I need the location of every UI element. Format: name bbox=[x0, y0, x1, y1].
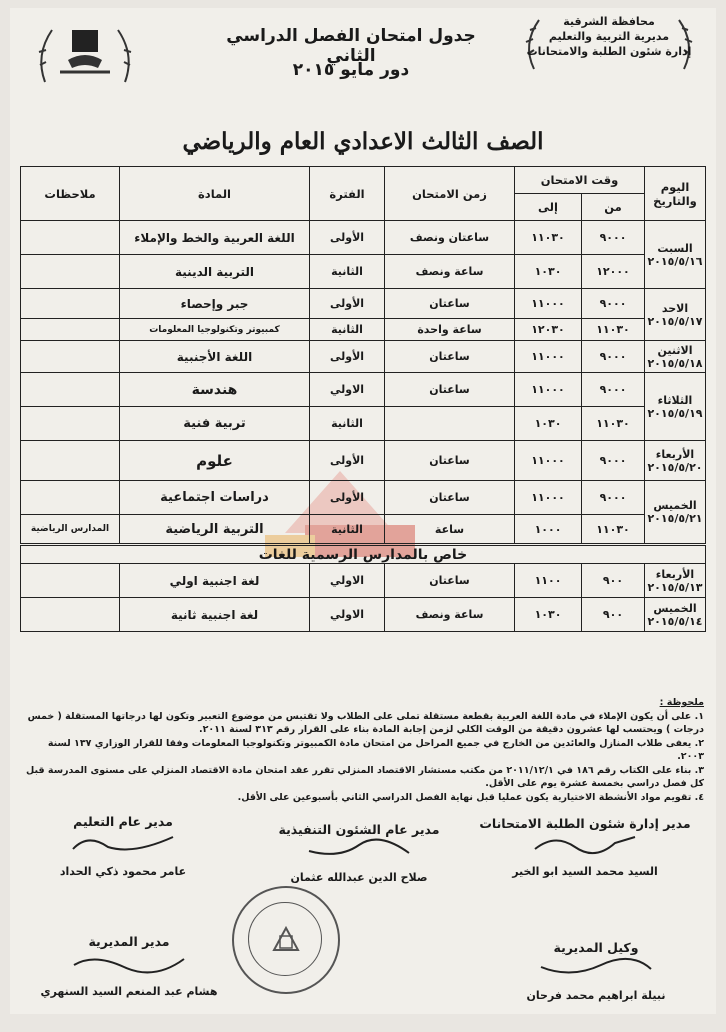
exam-period: الأولى bbox=[310, 341, 385, 373]
exam-subject: اللغة الأجنبية bbox=[120, 341, 310, 373]
signature-name: صلاح الدين عبدالله عثمان bbox=[290, 871, 428, 884]
header-day-date: اليوم والتاريخ bbox=[645, 167, 706, 221]
time-to: ١١٠٠٠ bbox=[515, 481, 582, 515]
day-date: ٢٠١٥/٥/١٧ bbox=[647, 314, 703, 328]
day-cell bbox=[645, 441, 706, 481]
exam-duration: ساعتان bbox=[385, 289, 515, 319]
day-date: ٢٠١٥/٥/٢١ bbox=[647, 512, 703, 525]
day-date: ٢٠١٥/٥/١٩ bbox=[647, 406, 703, 420]
signature-directorate-director bbox=[24, 934, 234, 998]
header-from: من bbox=[582, 194, 645, 221]
exam-note bbox=[21, 481, 120, 515]
time-from: ٩٠٠ bbox=[582, 598, 645, 632]
day-name: الاحد bbox=[661, 301, 689, 315]
table-row bbox=[21, 441, 706, 481]
table-row bbox=[21, 319, 706, 341]
grade-title: الصف الثالث الاعدادي العام والرياضي bbox=[182, 128, 544, 155]
exam-period: الثانية bbox=[310, 255, 385, 289]
time-from: ١٢٠٠٠ bbox=[582, 255, 645, 289]
time-from: ٩٠٠٠ bbox=[582, 481, 645, 515]
time-to: ١٠٣٠ bbox=[515, 598, 582, 632]
signature-role: مدير المديرية bbox=[88, 934, 170, 949]
exam-subject: كمبيوتر وتكنولوجيا المعلومات bbox=[120, 319, 310, 341]
time-to: ١٠٠٠ bbox=[515, 515, 582, 545]
ministry-emblem bbox=[30, 20, 140, 90]
time-from: ٩٠٠ bbox=[582, 564, 645, 598]
exam-duration: ساعة واحدة bbox=[385, 319, 515, 341]
exam-note bbox=[21, 221, 120, 255]
exam-note bbox=[21, 319, 120, 341]
note-item: ١. على أن يكون الإملاء في مادة اللغة العربية بقطعة مستقلة تملى على الطلاب ولا تقتبس من موضوع التعبير وتكون لها درجاتها المستقلة ( خمس درجات ) ويحتسب لها عشرون دقيقة من الوقت الكلي لزمن إجابة المادة بناء على القرار رقم ٣١٣ لسنة ٢٠١١. bbox=[27, 711, 704, 735]
exam-duration: ساعتان bbox=[385, 441, 515, 481]
header-subject: المادة bbox=[120, 167, 310, 221]
time-from: ٩٠٠٠ bbox=[582, 373, 645, 407]
note-item: ٢. يعفى طلاب المنازل والعائدين من الخارج في جميع المراحل من امتحان مادة الكمبيوتر وتكنولوجيا المعلومات وفقا للقرار الوزاري ١٣٧ لسنة ٢٠٠٣. bbox=[47, 738, 704, 762]
authority-line-3: إدارة شئون الطلبة والامتحانات bbox=[526, 45, 692, 58]
exam-note bbox=[21, 341, 120, 373]
table-row bbox=[21, 289, 706, 319]
exam-period: الأولى bbox=[310, 481, 385, 515]
exam-note bbox=[21, 255, 120, 289]
signature-role: مدير إدارة شئون الطلبة الامتحانات bbox=[479, 816, 691, 831]
exam-schedule-document bbox=[10, 8, 716, 1014]
day-cell bbox=[645, 221, 706, 289]
time-from: ٩٠٠٠ bbox=[582, 441, 645, 481]
signature-role: مدير عام الشئون التنفيذية bbox=[278, 822, 440, 837]
authority-line-1: محافظة الشرقية bbox=[563, 15, 655, 28]
exam-duration bbox=[385, 407, 515, 441]
handwritten-signature-icon bbox=[299, 837, 419, 861]
table-row bbox=[21, 564, 706, 598]
time-to: ١٠٣٠ bbox=[515, 407, 582, 441]
official-stamp bbox=[232, 886, 340, 994]
handwritten-signature-icon bbox=[63, 829, 183, 855]
day-date: ٢٠١٥/٥/١٣ bbox=[647, 580, 703, 594]
table-row bbox=[21, 545, 706, 564]
exam-duration: ساعة ونصف bbox=[385, 598, 515, 632]
exam-subject: لغة اجنبية ثانية bbox=[120, 598, 310, 632]
exam-period: الثانية bbox=[310, 515, 385, 545]
table-row bbox=[21, 373, 706, 407]
exam-note bbox=[21, 441, 120, 481]
signature-deputy-directorate bbox=[496, 940, 696, 1002]
exam-note bbox=[21, 598, 120, 632]
note-item: ٣. بناء على الكتاب رقم ١٨٦ في ٢٠١١/١٢/١ من مكتب مستشار الاقتصاد المنزلي تقرر عقد امتحان مادة الاقتصاد المنزلي على مستوى المدرسة قبل كل فصل دراسي بخمسة عشرة يوم على الأقل. bbox=[26, 765, 704, 789]
authority-header bbox=[514, 14, 704, 59]
section-title: خاص بالمدارس الرسمية للغات bbox=[21, 545, 706, 564]
table-row bbox=[21, 598, 706, 632]
exam-subject: علوم bbox=[120, 441, 310, 481]
notes-section bbox=[24, 696, 704, 805]
table-row bbox=[21, 515, 706, 545]
exam-duration: ساعتان bbox=[385, 341, 515, 373]
time-from: ١١٠٣٠ bbox=[582, 515, 645, 545]
time-from: ٩٠٠٠ bbox=[582, 289, 645, 319]
exam-period: الثانية bbox=[310, 319, 385, 341]
exam-note bbox=[21, 373, 120, 407]
signature-name: نبيلة ابراهيم محمد فرحان bbox=[526, 989, 666, 1002]
exam-subject: التربية الدينية bbox=[120, 255, 310, 289]
header-to: إلى bbox=[515, 194, 582, 221]
note-item: ٤. تقويم مواد الأنشطة الاختيارية يكون عمليا قبل نهاية الفصل الدراسي الثاني بأسبوعين على الأقل. bbox=[237, 792, 704, 803]
signature-role: مدير عام التعليم bbox=[73, 814, 173, 829]
day-date: ٢٠١٥/٥/٢٠ bbox=[647, 460, 703, 474]
handwritten-signature-icon bbox=[525, 831, 645, 855]
exam-note: المدارس الرياضية bbox=[21, 515, 120, 545]
time-to: ١١٠٠٠ bbox=[515, 289, 582, 319]
exam-subject: دراسات اجتماعية bbox=[120, 481, 310, 515]
table-row bbox=[21, 481, 706, 515]
exam-period: الاولي bbox=[310, 564, 385, 598]
day-cell bbox=[645, 289, 706, 341]
eagle-emblem-icon bbox=[30, 20, 140, 90]
handwritten-signature-icon bbox=[64, 949, 194, 975]
eagle-seal-icon bbox=[234, 888, 338, 992]
signature-name: عامر محمود ذكي الحداد bbox=[59, 865, 187, 878]
exam-duration: ساعة ونصف bbox=[385, 255, 515, 289]
exam-period: الاولي bbox=[310, 598, 385, 632]
signature-students-affairs bbox=[460, 816, 710, 878]
exam-period: الأولى bbox=[310, 289, 385, 319]
header-exam-time: وقت الامتحان bbox=[515, 167, 645, 194]
exam-duration: ساعتان bbox=[385, 564, 515, 598]
exam-subject: اللغة العربية والخط والإملاء bbox=[120, 221, 310, 255]
exam-subject: جبر وإحصاء bbox=[120, 289, 310, 319]
day-name: الثلاثاء bbox=[657, 393, 693, 407]
handwritten-signature-icon bbox=[531, 955, 661, 979]
schedule-table bbox=[20, 166, 706, 632]
day-date: ٢٠١٥/٥/١٦ bbox=[647, 254, 703, 268]
document-title: جدول امتحان الفصل الدراسي الثاني bbox=[226, 26, 476, 66]
day-name: الخميس bbox=[653, 499, 697, 512]
day-cell bbox=[645, 481, 706, 545]
time-to: ١٠٣٠ bbox=[515, 255, 582, 289]
exam-note bbox=[21, 564, 120, 598]
signature-executive-affairs bbox=[264, 822, 454, 884]
authority-line-2: مديرية التربية والتعليم bbox=[548, 30, 670, 43]
time-to: ١١٠٠٠ bbox=[515, 441, 582, 481]
time-from: ٩٠٠٠ bbox=[582, 221, 645, 255]
day-name: الأربعاء bbox=[655, 567, 695, 581]
header-duration: زمن الامتحان bbox=[385, 167, 515, 221]
time-from: ٩٠٠٠ bbox=[582, 341, 645, 373]
time-to: ١١٠٣٠ bbox=[515, 221, 582, 255]
exam-duration: ساعتان ونصف bbox=[385, 221, 515, 255]
day-cell bbox=[645, 373, 706, 441]
day-date: ٢٠١٥/٥/١٤ bbox=[647, 614, 703, 628]
header-period: الفترة bbox=[310, 167, 385, 221]
day-name: السبت bbox=[657, 241, 693, 255]
day-name: الأربعاء bbox=[655, 447, 695, 461]
signature-name: السيد محمد السيد ابو الخير bbox=[512, 865, 658, 878]
table-row bbox=[21, 407, 706, 441]
exam-subject: التربية الرياضية bbox=[120, 515, 310, 545]
exam-session: دور مايو ٢٠١٥ bbox=[292, 60, 410, 80]
exam-period: الثانية bbox=[310, 407, 385, 441]
notes-heading: ملحوظة : bbox=[659, 697, 704, 708]
exam-period: الأولى bbox=[310, 221, 385, 255]
table-row bbox=[21, 341, 706, 373]
header-notes: ملاحظات bbox=[21, 167, 120, 221]
signature-education-director bbox=[28, 814, 218, 878]
day-name: الخميس bbox=[653, 601, 697, 615]
time-to: ١١٠٠٠ bbox=[515, 341, 582, 373]
day-cell bbox=[645, 564, 706, 598]
signature-name: هشام عبد المنعم السيد السنهري bbox=[40, 985, 218, 998]
exam-subject: لغة اجنبية اولي bbox=[120, 564, 310, 598]
time-to: ١٢٠٣٠ bbox=[515, 319, 582, 341]
day-date: ٢٠١٥/٥/١٨ bbox=[647, 356, 703, 370]
time-from: ١١٠٣٠ bbox=[582, 319, 645, 341]
table-row bbox=[21, 221, 706, 255]
exam-subject: هندسة bbox=[120, 373, 310, 407]
exam-period: الأولى bbox=[310, 441, 385, 481]
exam-note bbox=[21, 289, 120, 319]
exam-duration: ساعتان bbox=[385, 373, 515, 407]
table-row bbox=[21, 255, 706, 289]
exam-period: الاولي bbox=[310, 373, 385, 407]
day-cell bbox=[645, 598, 706, 632]
exam-subject: تربية فنية bbox=[120, 407, 310, 441]
exam-duration: ساعة bbox=[385, 515, 515, 545]
time-to: ١١٠٠ bbox=[515, 564, 582, 598]
exam-duration: ساعتان bbox=[385, 481, 515, 515]
signature-role: وكيل المديرية bbox=[553, 940, 639, 955]
day-cell bbox=[645, 341, 706, 373]
day-name: الاثنين bbox=[657, 343, 693, 357]
exam-note bbox=[21, 407, 120, 441]
time-from: ١١٠٣٠ bbox=[582, 407, 645, 441]
time-to: ١١٠٠٠ bbox=[515, 373, 582, 407]
